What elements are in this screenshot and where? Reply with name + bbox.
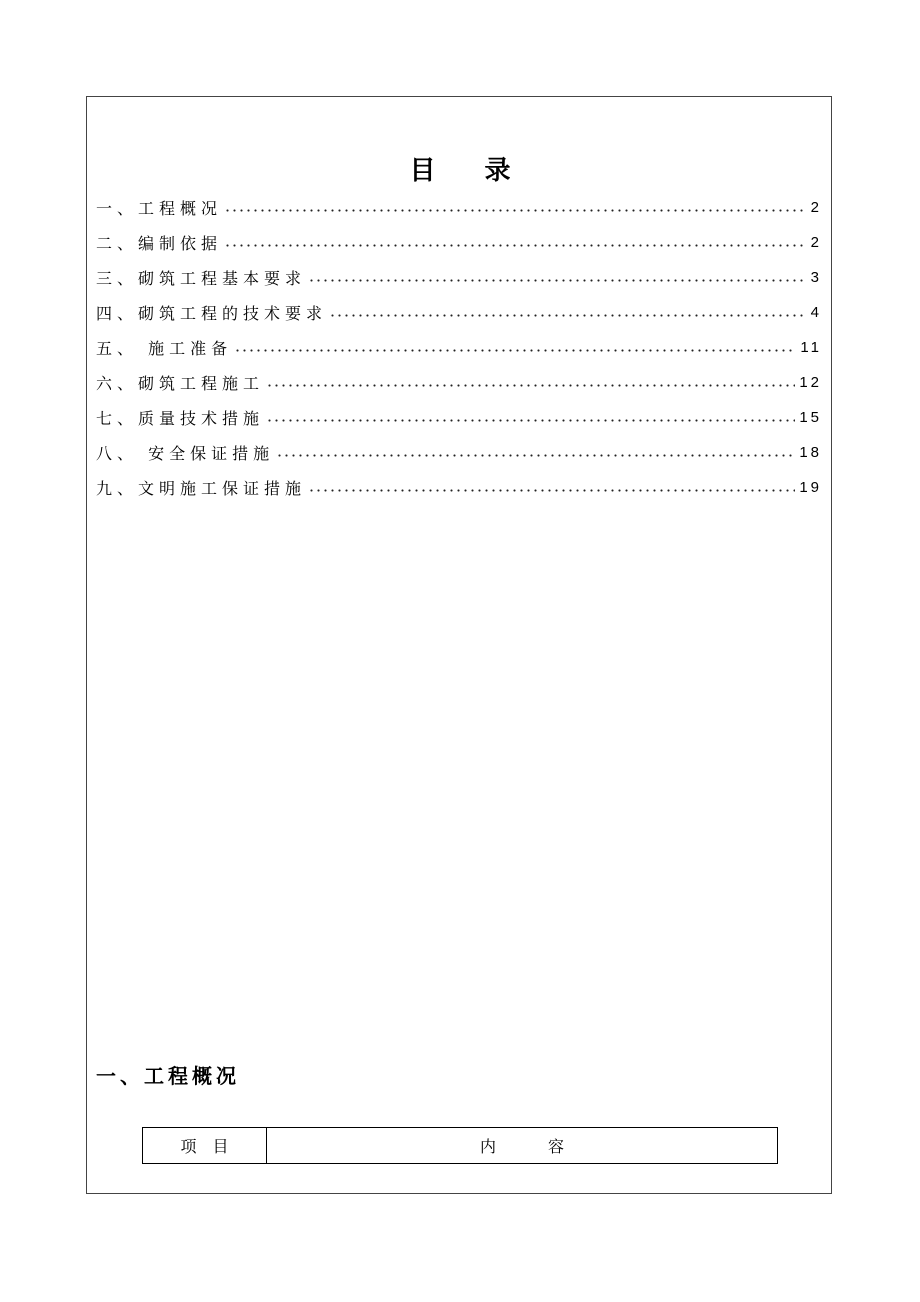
toc-entry-page: 4 [810,304,822,321]
toc-entry-label: 六、砌筑工程施工 [96,374,265,393]
table-header-item: 项目 [143,1128,267,1164]
toc-entry[interactable] [96,330,822,365]
toc-leader-dots [266,378,795,388]
toc-leader-dots [266,413,795,423]
toc-entry-label: 七、质量技术措施 [96,409,265,428]
toc-entry-label: 四、砌筑工程的技术要求 [96,304,328,323]
toc-entry[interactable] [96,295,822,330]
toc-leader-dots [234,343,796,353]
toc-leader-dots [276,448,795,458]
toc-entry[interactable] [96,400,822,435]
toc-entry[interactable] [96,365,822,400]
toc-leader-dots [224,203,807,213]
table-header-row [143,1128,778,1164]
toc-entry-page: 12 [799,374,822,391]
toc-leader-dots [224,238,807,248]
table-of-contents [96,190,822,505]
toc-entry-label: 一、工程概况 [96,199,223,218]
section-heading: 一、工程概况 [96,1064,240,1088]
toc-leader-dots [329,308,807,318]
toc-entry-page: 2 [810,199,822,216]
toc-entry[interactable] [96,435,822,470]
toc-title: 目 录 [409,156,531,186]
toc-entry-label: 五、 施工准备 [96,339,233,358]
toc-leader-dots [308,483,795,493]
toc-entry-page: 3 [810,269,822,286]
toc-entry[interactable] [96,260,822,295]
toc-entry-page: 11 [800,339,822,356]
toc-entry[interactable] [96,190,822,225]
toc-entry-label: 三、砌筑工程基本要求 [96,269,307,288]
toc-entry-label: 八、 安全保证措施 [96,444,275,463]
toc-entry-page: 2 [810,234,822,251]
toc-entry-page: 18 [799,444,822,461]
toc-entry-page: 15 [799,409,822,426]
toc-entry-page: 19 [799,479,822,496]
toc-entry-label: 九、文明施工保证措施 [96,479,307,498]
toc-entry[interactable] [96,470,822,505]
toc-leader-dots [308,273,807,283]
project-info-table [142,1127,778,1164]
toc-entry[interactable] [96,225,822,260]
toc-entry-label: 二、编制依据 [96,234,223,253]
table-header-content: 内容 [267,1128,778,1164]
